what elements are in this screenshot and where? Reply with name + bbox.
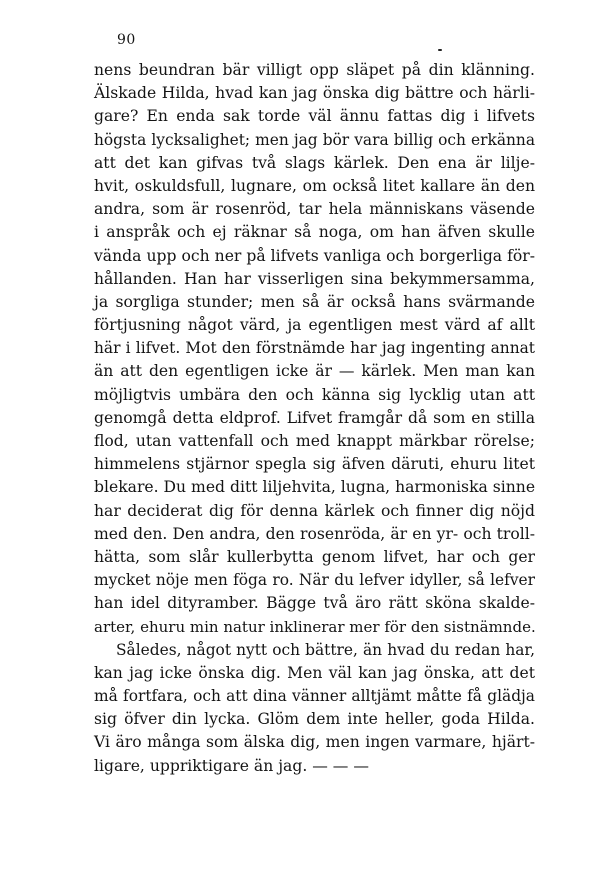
text-line: i anspråk och ej räknar så noga, om han äfven skulle — [94, 223, 535, 242]
text-line: har deciderat dig för denna kärlek och finner dig nöjd — [94, 501, 535, 520]
text-line: Således, något nytt och bättre, än hvad du redan har, — [116, 640, 535, 659]
text-line: hvit, oskuldsfull, lugnare, om också litet kallare än den — [94, 176, 535, 195]
text-line: att det kan gifvas två slags kärlek. Den ena är lilje- — [94, 153, 535, 172]
text-line: andra, som är rosenröd, tar hela människans väsende — [94, 200, 535, 219]
text-line: kan jag icke önska dig. Men väl kan jag önska, att det — [94, 663, 535, 682]
text-line: genomgå detta eldprof. Lifvet framgår då som en stilla — [94, 408, 535, 427]
text-line: hätta, som slår kullerbytta genom lifvet, har och ger — [94, 547, 535, 566]
ink-speck — [438, 49, 442, 51]
text-line: möjligtvis umbära den och känna sig lycklig utan att — [94, 385, 535, 404]
text-line: må fortfara, och att dina vänner alltjämt måtte få glädja — [94, 687, 535, 706]
text-line: Älskade Hilda, hvad kan jag önska dig bättre och härli- — [94, 84, 535, 103]
text-line: hållanden. Han har visserligen sina bekymmersamma, — [94, 269, 535, 288]
body-text — [94, 59, 535, 778]
text-line: nens beundran bär villigt opp släpet på din klänning. — [94, 61, 535, 79]
page-number: 90 — [117, 32, 136, 48]
text-line: än att den egentligen icke är — kärlek. Men man kan — [94, 362, 535, 381]
text-line: högsta lycksalighet; men jag bör vara billig och erkänna — [94, 130, 535, 149]
text-line: flod, utan vattenfall och med knappt märkbar rörelse; — [94, 432, 535, 450]
text-line: gare? En enda sak torde väl ännu fattas dig i lifvets — [94, 107, 535, 126]
text-line: sig öfver din lycka. Glöm dem inte heller, goda Hilda. — [94, 710, 535, 729]
text-line: mycket nöje men föga ro. När du lefver idyller, så lefver — [94, 571, 535, 590]
text-line: ja sorgliga stunder; men så är också hans svärmande — [94, 292, 535, 311]
text-line: arter, ehuru min natur inklinerar mer för den sistnämnde. — [94, 617, 536, 636]
text-line: med den. Den andra, den rosenröda, är en yr- och troll- — [94, 524, 535, 543]
text-line: himmelens stjärnor spegla sig äfven däruti, ehuru litet — [94, 455, 535, 474]
text-line: han idel dityramber. Bägge två äro rätt sköna skalde- — [94, 594, 535, 613]
text-line: vända upp och ner på lifvets vanliga och borgerliga för- — [94, 246, 535, 265]
text-line: blekare. Du med ditt liljehvita, lugna, harmoniska sinne — [94, 478, 536, 497]
text-line: ligare, uppriktigare än jag. — — — — [94, 756, 369, 775]
text-line: här i lifvet. Mot den förstnämde har jag ingenting annat — [94, 339, 535, 358]
text-line: Vi äro många som älska dig, men ingen varmare, hjärt- — [94, 733, 535, 752]
text-line: förtjusning något värd, ja egentligen mest värd af allt — [94, 316, 535, 335]
